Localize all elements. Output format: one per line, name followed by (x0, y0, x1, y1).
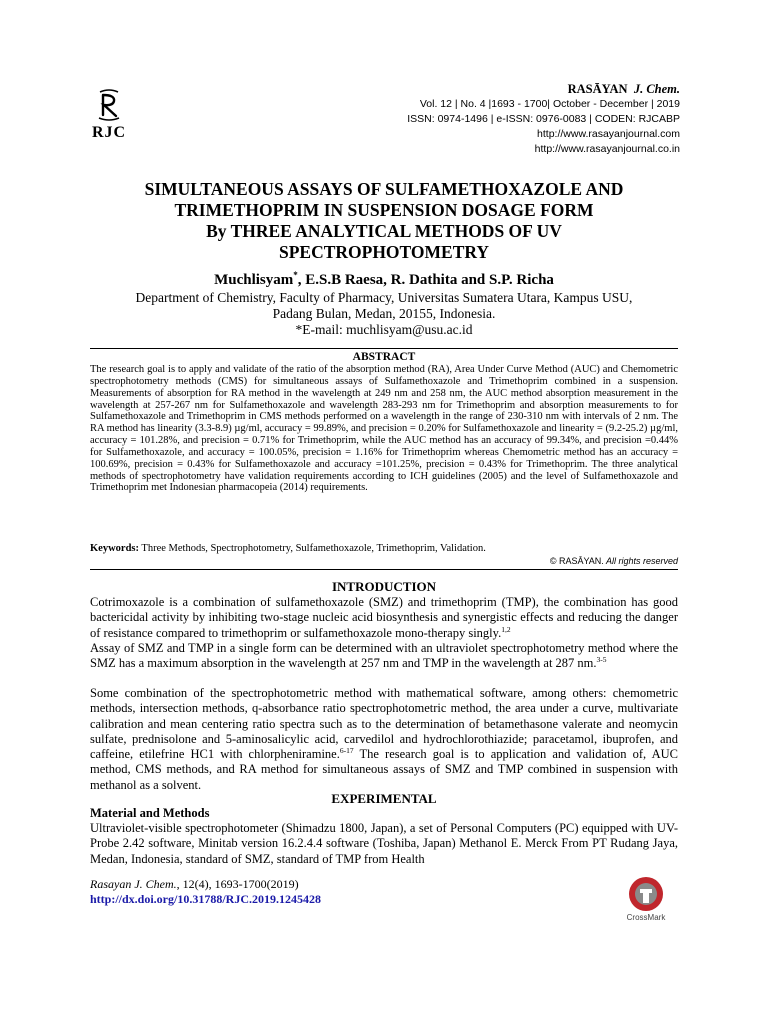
crossmark-label: CrossMark (626, 913, 666, 922)
abstract-body: The research goal is to apply and validate of the ratio of the absorption method (RA), Area Under Curve Method (AUC) and Chemometric spectrophotometry methods (CMS) for simultaneous assays of Sulfamethoxazole and Trimethoprim combined in a suspension. Measurements of absorption for RA method in the wavelength at 249 nm and 258 nm, the AUC method absorption measurement in the wavelength at 257-267 nm for Sulfamethoxazole and wavelength 283-293 nm for Trimethoprim and absorption measurements to for Sulfamethoxazole and Trimethoprim in CMS methods performed on a wavelength in the range of 230-310 nm with intervals of 2 nm. The RA method has linearity (3.3-8.9) µg/ml, accuracy = 99.89%, and precision = 0.20% for Sulfamethoxazole and linearity = (9.2-25.2) µg/ml, accuracy = 101.28%, and precision = 0.71% for Trimethoprim, while the AUC method has an accuracy of 99.34%, and precision =0.44% for Sulfamethoxazole, and accuracy = 100.05%, precision = 1.16% for Trimethoprim whereas Chemometric method has an accuracy = 100.69%, precision = 0.43% for Sulfamethoxazole and accuracy =101.25%, precision = 0.43% for Trimethoprim. The three analytical methods of spectrophotometry have validation requirements according to ICH guidelines (2005) and the level of Sulfamethoxazole and Trimethoprim met Indonesian pharmacopeia (2014) requirements. (90, 364, 678, 494)
material-methods-heading: Material and Methods (90, 806, 210, 820)
crossmark-badge[interactable] (624, 876, 668, 922)
title-line: SIMULTANEOUS ASSAYS OF SULFAMETHOXAZOLE AND (144, 179, 624, 199)
journal-info (407, 82, 680, 157)
author-email[interactable]: *E-mail: muchlisyam@usu.ac.id (295, 322, 473, 337)
authors: Muchlisyam*, E.S.B Raesa, R. Dathita and S.P. Richa (214, 270, 554, 288)
intro-paragraph-3: Some combination of the spectrophotometric method with mathematical software, among others: chemometric methods, intersection methods, q-absorbance ratio spectrophotometric method, the area under a curve, multivariate calibration and mean centering ratio spectra such as to the determination of betamethasone valerate and neomycin sulfate, prednisolone and 5-aminosalicylic acid, carvedilol and hydrochlorothiazide; paracetamol, ibuprofen, and caffeine, etilefrine HC1 with chlorpheniramine.$^{6-17}$ The research goal is to application and validation of, AUC method, CMS methods, and RA method for simultaneous assays of SMZ and TMP combined in suspension with methanol as a solvent. (90, 686, 678, 792)
experimental-paragraph-1: Ultraviolet-visible spectrophotometer (Shimadzu 1800, Japan), a set of Personal Computers (PC) equipped with UV-Probe 2.42 software, Minitab version 16.2.4.4 software (Toshiba, Japan) Methanol E. Merck From PT Rudang Jaya, Medan, Indonesia, standard of SMZ, standard of TMP from Health (90, 821, 678, 866)
volume-line: Vol. 12 | No. 4 |1693 - 1700| October - December | 2019 (419, 98, 680, 110)
journal-url-1[interactable]: http://www.rasayanjournal.com (537, 128, 680, 140)
affiliation-line: Padang Bulan, Medan, 20155, Indonesia. (272, 306, 496, 321)
intro-paragraph-1: Cotrimoxazole is a combination of sulfamethoxazole (SMZ) and trimethoprim (TMP), the combination has good bactericidal activity by inhibiting two-stage nucleic acid biosynthesis and synergistic effects and reducing the danger of resistance compared to trimethoprim or sulfamethoxazole mono-therapy singly.$^{1,2}$ (90, 595, 678, 640)
abstract-bottom-rule (90, 569, 678, 570)
affiliation (60, 290, 708, 338)
rjc-logo-mark-icon (94, 88, 124, 122)
title-line: SPECTROPHOTOMETRY (278, 242, 490, 262)
footer-citation: Rasayan J. Chem., 12(4), 1693-1700(2019) (90, 877, 299, 891)
abstract-heading: ABSTRACT (352, 351, 416, 363)
abstract-top-rule (90, 348, 678, 349)
doi-link[interactable]: http://dx.doi.org/10.31788/RJC.2019.1245428 (90, 892, 322, 906)
logo-text: RJC (91, 124, 127, 141)
crossmark-icon (628, 876, 664, 912)
rights-notice: © RASĀYAN. All rights reserved (549, 556, 678, 566)
experimental-heading: EXPERIMENTAL (331, 791, 437, 806)
title-line: TRIMETHOPRIM IN SUSPENSION DOSAGE FORM (174, 200, 594, 220)
title-line: By THREE ANALYTICAL METHODS OF UV (206, 221, 562, 241)
keywords: Keywords: Three Methods, Spectrophotometry, Sulfamethoxazole, Trimethoprim, Validation. (90, 543, 486, 554)
rjc-logo (86, 88, 132, 142)
intro-paragraph-2: Assay of SMZ and TMP in a single form can be determined with an ultraviolet spectrophotometry method where the SMZ has a maximum absorption in the wavelength at 257 nm and TMP in the wavelength at 287 nm.$^{3-5}$ (90, 641, 678, 671)
affiliation-line: Department of Chemistry, Faculty of Pharmacy, Universitas Sumatera Utara, Kampus USU, (135, 290, 633, 305)
journal-url-2[interactable]: http://www.rasayanjournal.co.in (534, 143, 680, 155)
issn-line: ISSN: 0974-1496 | e-ISSN: 0976-0083 | CODEN: RJCABP (407, 113, 680, 125)
paper-title (120, 179, 648, 263)
introduction-heading: INTRODUCTION (331, 579, 436, 594)
journal-name: RASĀYAN J. Chem. (567, 82, 680, 96)
